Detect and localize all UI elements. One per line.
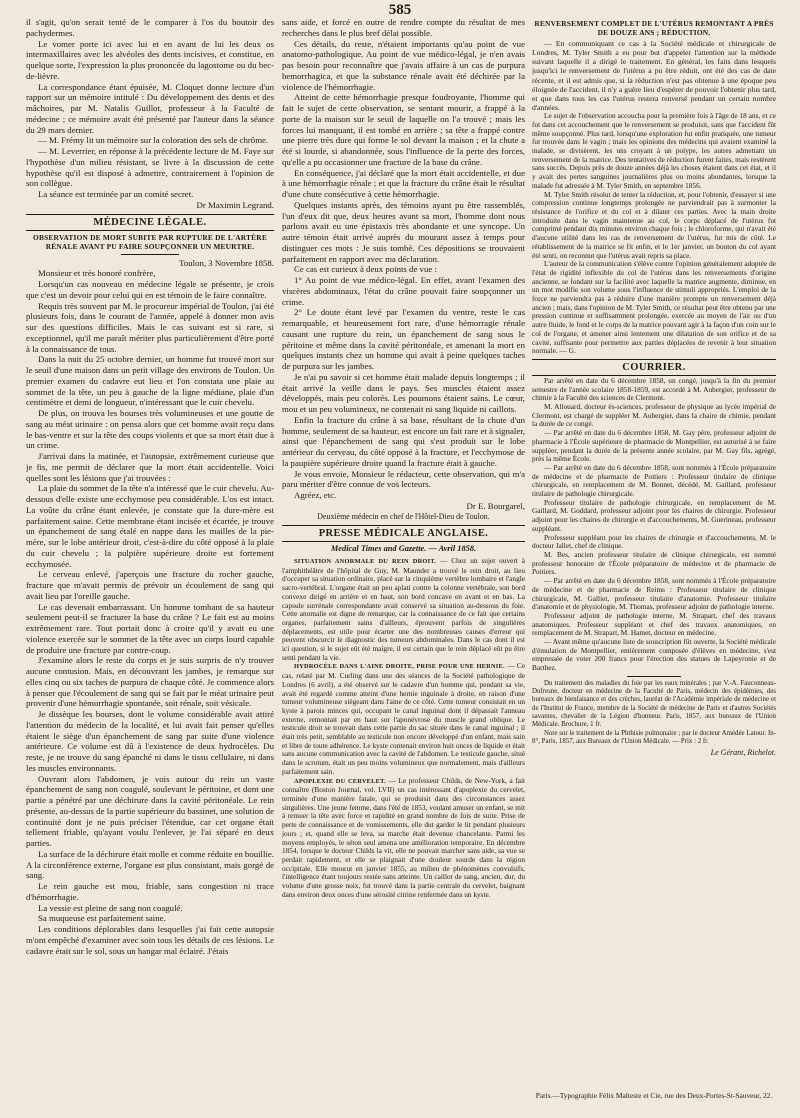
paragraph: — Par arrêté en date du 6 décembre 1858, sont nommés à l'École préparatoire de médecine et de pharmacie de Poitiers : Professeur titulaire de clinique chirurgicale, en remplacement de M. Bonnet, décédé, M. Gaillard, professeur titulaire de pathologie chirurgicale. (532, 462, 776, 499)
paragraph: De plus, on trouva les bourses très volumineuses et une goutte de sang au méat urinaire : on pensa alors que cet homme avait reçu dans le bas-ventre et sur la tête des coups violents et que sa mort était due à un crime. (26, 408, 274, 451)
paragraph: Dans la nuit du 25 octobre dernier, un homme fut trouvé mort sur le seuil d'une maison dans un petit village des environs de Toulon. Un premier examen du cadavre eut lieu et l'on constata une plaie au sommet de la tête, un peu à gauche de la ligne médiane, plaie d'un centimètre et demi de longueur, n'intéressant que le cuir chevelu. (26, 354, 274, 408)
paragraph: Atteint de cette hémorrhagie presque foudroyante, l'homme qui fait le sujet de cette observation, se sentant mourir, a frappé à la porte de la maison sur le seuil de laquelle on l'a trouvé ; mais les forces lui manquant, il est tombé en arrière ; sa tête a frappé contre une pierre très dure qui forme le sol devant la maison ; et la chute a été si lourde, si abandonnée, sous l'influence de la perte des forces, qu'elle a pu occasionner une fracture de la base du crâne. (282, 92, 525, 167)
divider (627, 676, 681, 677)
paragraph: 2° Le doute étant levé par l'examen du ventre, reste le cas remarquable, et heureusement fort rare, d'une hémorragie rénale causant une rupture du rein, un épanchement de sang sous le péritoine et même dans la cavité péritonéale, et amenant la mort en quelques instants chez un homme qui avait à peine quelques taches de purpura sur les jambes. (282, 307, 525, 371)
paragraph: M. Allouard, docteur ès-sciences, professeur de physique au lycée impérial de Clermont, est chargé de suppléer M. Aubergier, dans la chaire de chimie, pendant la durée de ce congé. (532, 402, 776, 429)
paragraph: Je n'ai pu savoir si cet homme était malade depuis longtemps ; il était arrivé la veille dans le pays. Ses muscles étaient assez développés, mais peu colorés. Les poumons étaient sains. Le cœur, mou et un peu volumineux, ne contenait ni sang liquide ni caillots. (282, 371, 525, 414)
paragraph: Quelques instants après, des témoins ayant pu être rassemblés, l'un d'eux dit que, deux heures avant sa mort, l'homme dont nous parlons avait eu une épistaxis très abondante et une syncope. Un autre témoin était arrivé auprès du mourant assez à temps pour distinguer ces mots : Je suis tombé. Ces dépositions se trouvaient parfaitement en rapport avec ma déclaration. (282, 199, 525, 264)
paragraph: En conséquence, j'ai déclaré que la mort était accidentelle, et due à une hémorrhagie rénale ; et que la fracture du crâne était le résultat d'une chute consécutive à cette hémorrhagie. (282, 167, 525, 199)
paragraph: Professeur suppléant pour les chaires de chirurgie et d'accouchements, M. le docteur Jallet, chef de clinique. (532, 532, 776, 551)
paragraph: L'auteur de la communication s'élève contre l'opinion généralement adoptée de l'état de rigidité inflexible du col de l'utérus dans les renversements d'origine ancienne, se fondant sur la facilité avec laquelle la matrice augmente, diminue, en un mot modifie son volume sous l'influence de stimuli appropriés. L'emploi de la force ne parviendra pas à réduire d'une manière prompte un renversement déjà ancien ; mais, dans l'opinion de M. Tyler Smith, ce résultat peut être obtenu par une pression continue et suffisamment prolongée, exercée au moyen de l'air ou d'un autre fluide, le fond et le corps de la matrice pouvant agir à la façon d'un coin sur le col de l'organe, et amener ainsi lentement une dilatation de son orifice et de sa cavité, suffisante pour permettre aux parties déplacées de revenir à leur situation normale. — G. (532, 259, 776, 356)
subhead: SITUATION ANORMALE DU REIN DROIT. (294, 558, 437, 565)
signature: Dr Maximin Legrand. (196, 199, 274, 210)
paragraph: Monsieur et très honoré confrère, (38, 268, 156, 279)
paragraph: Ce cas est curieux à deux points de vue : (294, 264, 437, 275)
paragraph (282, 777, 525, 900)
paragraph: — M. Leverrier, en réponse à la précédente lecture de M. Faye sur l'hypothèse d'un milieu résistant, se livre à la discussion de cette hypothèse qu'il est disposé à admettre, contrairement à l'opinion de son collègue. (26, 146, 274, 189)
paragraph: — Par arrêté en date du 6 décembre 1858, sont nommés à l'École préparatoire de médecine et de pharmacie de Reims : Professeur titulaire de clinique chirurgicale, M. Galliet, professeur titulaire d'anatomie. Professeur titulaire d'anatomie et de physiologie, M. Thomas, professeur adjoint de pathologie interne. (532, 576, 776, 612)
paragraph: La correspondance étant épuisée, M. Cloquet donne lecture d'un rapport sur un mémoire intitulé : Du développement des dents et des mâchoires, par M. Natalis Guillot, professeur à la Faculté de médecine ; ce mémoire avait été présenté par l'auteur dans la séance du 29 mars dernier. (26, 81, 274, 135)
paragraph: Le cerveau enlevé, j'aperçois une fracture du rocher gauche, fracture que m'avait permis de prévoir un écoulement de sang qui avait lieu par l'oreille gauche. (26, 569, 274, 601)
section-title-presse-anglaise: PRESSE MÉDICALE ANGLAISE. (282, 525, 525, 542)
paragraph: J'examine alors le reste du corps et je suis surpris de n'y trouver aucune contusion. Mais, en découvrant les jambes, je remarque sur elles cinq ou six taches de purpura de chaque côté. Je commence alors à penser que l'écoulement de sang qui se fait par le méat urinaire peut provenir d'une hémorrhagie spontanée, soit rénale, soit vésicale. (26, 655, 274, 709)
paragraph: Le sujet de l'observation accoucha pour la première fois à l'âge de 18 ans, et ce fut dans cet accouchement que le renversement se produisit, sans que l'accident fût même soupçonné. Plus tard, lorsqu'une exploration fut enfin pratiquée, une tumeur fut trouvée dans le vagin ; mais les opinions des médecins qui avaient examiné la malade, se divisèrent, les uns croyant à un polype, les autres admettant un renversement de la matrice. Des tentatives de réduction furent faites, mais restèrent sans succès. Depuis près de douze années déjà les choses étaient dans cet état, et il y avait des pertes sanguines journalières plus ou moins abondantes, lorsque la malade fut adressée à M. Tyler Smith, en septembre 1856. (532, 111, 776, 190)
paragraph: Sa muqueuse est parfaitement saine. (38, 913, 166, 924)
paragraph: M. Bes, ancien professeur titulaire de clinique chirurgicale, est nommé professeur honoraire de l'École préparatoire de médecine et de pharmacie de Poitiers. (532, 550, 776, 577)
section-title-courrier: COURRIER. (532, 359, 776, 376)
paragraph-text: — Ce cas, relaté par M. Curling dans une des séances de la Société pathologique de Londres (6 avril), a été observé sur le cadavre d'un homme qui, pendant sa vie, avait été regardé comme atteint d'une hernie inguinale à droite, en raison d'une tumeur volumineuse siégeant dans l'aine de ce côté. Cette tumeur consistait en un kyste à parois minces qui, occupant le canal inguinal dont il dépassait l'anneau externe, remontait par en haut sur l'aponévrose du muscle grand oblique. Le testicule droit se trouvait dans cette partie du sac située dans le canal inguinal ; il était très petit, semblable au testicule non encore développé d'un enfant, mais sain et libre de toute adhérence. Le kyste contenait environ huit onces de liquide et était sans aucune communication avec la cavité de l'abdomen. Le testicule gauche, situé dans le scrotum, était un peu moins volumineux que normalement, mais d'ailleurs parfaitement sain. (282, 661, 525, 776)
paragraph: Par arrêté en date du 6 décembre 1858, un congé, jusqu'à la fin du premier semestre de l'année scolaire 1858-1859, est accordé à M. Aubergier, professeur de chimie à la Faculté des sciences de Clermont. (532, 375, 776, 403)
paragraph-text: — Le professeur Childs, de New-York, a fait connaître (Boston Journal, vol. LVII) un cas intéressant d'apoplexie du cervelet, terminée d'une manière fatale, qui se produisit dans des circonstances assez singulières. Une jeune femme, dans l'été de 1853, voulant amuser un enfant, se mit à remuer la tête avec force et rapidité en grand nombre de fois de suite. Prise de perte de connaissance et de vomissements, elle dut garder le lit pendant plusieurs jours ; et, quand elle se leva, sa marche était devenue chancelante. Parmi les moyens employés, le séton seul amena une amélioration temporaire. En décembre 1854, lorsque le docteur Childs la vit, elle ne pouvait marcher sans aide, sa vue se perdait rapidement, et elle se plaignait d'une douleur sourde dans la région occipitale. Elle mourut en janvier 1855, au milieu de phénomènes convulsifs, l'intelligence étant toujours restée sans atteinte. Un caillot de sang, ancien, dur, du volume d'une grosse noix, fut trouvé dans la partie centrale du cervelet, baignant dans environ deux onces d'une sérosité citrine renfermée dans un kyste. (282, 775, 525, 899)
paragraph-text: — Chez un sujet ouvert à l'amphithéâtre de l'hôpital de Guy, M. Maunder a trouvé le rein droit, au lieu d'occuper sa situation ordinaire, placé sur la cinquième vertèbre lombaire et l'angle sacro-vertébral. L'organe était un peu aplati contre la colonne vertébrale, son bord convexe dirigé en arrière et en haut, son bord concave en avant et en bas. La capsule surrénale correspondante avait conservé sa situation au-dessous du foie. Cette anomalie est digne de remarque, car la connaissance de ce fait que certains organes, parfaitement sains d'ailleurs, éprouvent parfois de singulières déplacements, est utile pour écarter une des nombreuses causes d'erreur qui peuvent obscurcir le diagnostic des tumeurs abdominales. Dans le cas dont il est ici question, si le sujet eût été maigre, il est certain que le rein déplacé eût pu être senti pendant la vie. (282, 556, 525, 662)
paragraph: Ces détails, du reste, n'étaient importants qu'au point de vue anatomo-pathologique. Au point de vue médico-légal, je n'en avais pas besoin pour reconnaître que j'avais affaire à un cas de purpura hemorrhagica, et que la substance rénale avait été déchirée par la violence de l'hémorrhagie. (282, 38, 525, 92)
paragraph: Agréez, etc. (294, 490, 337, 500)
paragraph: — Avant même qu'aucune liste de souscription fût ouverte, la Société médicale d'émulation de Montpellier, entièrement composée d'élèves en médecine, s'est empressée de voter 200 francs pour l'érection des statues de Lapeyronie et de Barthez. (532, 637, 776, 673)
paragraph: — M. Frémy lit un mémoire sur la coloration des sels de chrôme. (38, 135, 269, 146)
paragraph: Professeur adjoint de pathologie interne, M. Strapart, chef des travaux anatomiques. Professeur suppléant et chef des travaux anatomiques, en remplacement de M. Strapart, M. Hamet, docteur en médecine. (532, 610, 776, 638)
paragraph: 1° Au point de vue médico-légal. En effet, avant l'examen des viscères abdominaux, l'état du crâne pouvait faire soupçonner un crime. (282, 275, 525, 307)
paragraph: sans aide, et forcé en outre de rendre compte du résultat de mes recherches dans le plus bref délai possible. (282, 17, 525, 38)
paragraph: Requis très souvent par M. le procureur impérial de Toulon, j'ai été plusieurs fois, dans le courant de l'année, appelé à donner mon avis sur des questions difficiles. Mais le cas suivant est si rare, si exceptionnel, qu'il me paraît mériter plus particulièrement d'être porté à la connaissance de tous. (26, 300, 274, 354)
subhead: HYDROCÈLE DANS L'AINE DROITE, PRISE POUR UNE HERNIE. (294, 663, 505, 671)
book-notice: Du traitement des maladies du foie par les eaux minérales ; par V.-A. Fauconneau-Dufresne, docteur en médecine de la Faculté de Paris, médecin des épidémies, des bureaux de bienfaisance et des crèches, lauréat de l'Académie impériale de médecine et de l'Institut de France, membre de la Société de médecine de Paris et d'autres Sociétés savantes, chevalier de la Légion d'honneur. Paris, 1857, aux bureaux de l'Union Médicale. Brochure, 1 fr. (532, 679, 776, 729)
paragraph: La surface de la déchirure était molle et comme réduite en bouillie. A la circonférence externe, l'organe est plus consistant, mais gorgé de sang. (26, 848, 274, 881)
paragraph: La séance est terminée par un comité secret. (38, 189, 194, 199)
paragraph: Les conditions déplorables dans lesquelles j'ai fait cette autopsie m'ont empêché d'examiner avec soin tous les détails de ces lésions. Le cadavre était sur le sol, sous un hangar mal éclairé. J'étais (26, 924, 274, 956)
paragraph: Je vous envoie, Monsieur le rédacteur, cette observation, qui m'a paru mériter d'être connue de vos lecteurs. (282, 468, 525, 490)
paragraph: J'arrivai dans la matinée, et l'autopsie, extrêmement curieuse que je fis, me permit de déclarer que la mort était accidentelle. Voici quelles sont les lésions que j'ai trouvées : (26, 451, 274, 483)
paragraph: M. Tyler Smith résolut de tenter la réduction, et, pour l'obtenir, d'essayer si une compression continue longtemps prolongée ne parviendrait pas à surmonter la résistance de l'orifice et du col et à dilater ces parties. Avec la main droite introduite dans le vagin maintenue au col, le corps déplacé de l'utérus fut comprimé pendant dix minutes environ chaque fois ; le chloroforme, qui n'avait été d'aucune utilité dans les cas de renversement de l'utérus, fut mis de côté. Le rétablissement de la matrice se fit enfin, et le 1er janvier, un bouton du col ayant été senti, on reconnut que l'utérus avait repris sa place. (532, 189, 776, 260)
paragraph: Le vomer porte ici avec lui et en avant de lui les deux os intermaxillaires avec les alvéoles des dents incisives, et constitue, en quelque sorte, l'expression la plus prononcée du lagostome ou du bec-de-lièvre. (26, 38, 274, 81)
paragraph (282, 557, 525, 662)
paragraph: Le rein gauche est mou, friable, sans congestion ni trace d'hémorrhagie. (26, 881, 274, 902)
divider (121, 254, 179, 255)
column-left (26, 17, 274, 1103)
subhead: APOPLEXIE DU CERVELET. (294, 777, 386, 785)
paragraph: Ouvrant alors l'abdomen, je vois autour du rein un vaste épanchement de sang non coagulé, soulevant le péritoine, et dont une partie a pénétré par une déchirure dans la cavité péritonéale. Le rein présente, au-dessus de la partie supérieure du bassinet, une solution de continuité dont je ne puis préciser l'étendue, car cet organe était tellement friable, qu'ayant voulu l'enlever, je l'ai séparé en deux parties. (26, 773, 274, 848)
paragraph: La vessie est pleine de sang non coagulé. (38, 902, 183, 913)
column-right (532, 17, 776, 1087)
source-heading: Medical Times and Gazette. — Avril 1858. (330, 544, 477, 554)
paragraph: — Par arrêté en date du 6 décembre 1858, M. Gay père, professeur adjoint de pharmacie à l'École supérieure de pharmacie de Montpellier, est autorisé à se faire suppléer, pendant la durée de la présente année scolaire, par M. Gay fils, agrégé, près la même École. (532, 428, 776, 464)
signature: Dr E. Bourgarel, (466, 500, 525, 511)
paragraph: Le cas devenait embarrassant. Un homme tombant de sa hauteur seulement peut-il se fracturer la base du crâne ? Le fait est au moins extrêmement rare. Tout portait donc à croire qu'il y avait eu une violence exercée sur le sommet de la tête avec un corps lourd capable de produire une fracture par contre-coup. (26, 601, 274, 655)
dateline: Toulon, 3 Novembre 1858. (179, 257, 274, 268)
section-title-medecine-legale: MÉDECINE LÉGALE. (26, 214, 274, 231)
paragraph: il s'agit, qu'on serait tenté de le comparer à l'os du boutoir des pachydermes. (26, 17, 274, 38)
manager-signature: Le Gérant, Richelot. (710, 748, 776, 758)
paragraph: Enfin la fracture du crâne à sa base, résultant de la chute d'un homme, seulement de sa hauteur, est encore un fait rare et à signaler, ainsi que l'épanchement de sang qui s'est produit sur le lobe antérieur du cerveau, du côté opposé à la fracture, et l'ecchymose de la paupière supérieure droite quand la fracture était à gauche. (282, 414, 525, 468)
page-number: 585 (388, 2, 412, 18)
article-heading: OBSERVATION DE MORT SUBITE PAR RUPTURE DE L'ARTÈRE RÉNALE AVANT PU FAIRE SOUPÇONNER UN MEURTRE. (33, 232, 267, 251)
printer-imprint: Paris.—Typographie Félix Malteste et Cie, rue des Deux-Portes-St-Sauveur, 22. (535, 1091, 773, 1100)
paragraph: La plaie du sommet de la tête n'a intéressé que le cuir chevelu. Au-dessous d'elle existe une ecchymose peu considérable. L'os est intact. La voûte du crâne étant enlevée, je constate que la dure-mère est parfaitement saine. Cette membrane étant incisée et écartée, je trouve un épanchement de sang étalé en nappe dans les mailles de la pie-mère, sur le lobe antérieur droit, c'est-à-dire du côté opposé à la plaie du cuir chevelu ; la pulpière supérieure droite est fortement ecchymosée. (26, 483, 274, 569)
book-notice: Note sur le traitement de la Phthisie pulmonaire ; par le docteur Amédée Latour. In-8°, Paris, 1857, aux Bureaux de l'Union Médicale. — Prix : 2 fr. (532, 729, 776, 745)
signature-title: Deuxième médecin en chef de l'Hôtel-Dieu de Toulon. (317, 511, 490, 521)
paragraph (282, 662, 525, 776)
paragraph: — En communiquant ce cas à la Société médicale et chirurgicale de Londres, M. Tyler Smith a eu pour but d'appeler l'attention sur la méthode suivant laquelle il a dirigé le traitement. En général, les faits dans lesquels jusqu'ici le renversement de l'utérus a pu être réduit, ont été des cas de date récente, et il est admis que, si la réduction n'est pas obtenue à une époque peu éloignée de l'accident, il n'y a guère lieu d'espérer de pouvoir l'obtenir plus tard, et que dans tous les cas l'utérus restera renversé pendant un certain nombre d'années. (532, 39, 776, 113)
article-heading: RENVERSEMENT COMPLET DE L'UTÉRUS REMONTANT A PRÈS DE DOUZE ANS ; RÉDUCTION. (534, 19, 774, 37)
paragraph: Je dissèque les bourses, dont le volume considérable avait attiré l'attention du médecin de la localité, et lui avait fait penser qu'elles étaient le siège d'un épanchement de sang par suite d'une violence antérieure. Ce volume est dû à l'existence de deux hydrocèles. Du reste, je ne trouve du sang épanché ni dans le tissu cellulaire, ni dans les muscles environnants. (26, 709, 274, 773)
column-middle (282, 17, 525, 1103)
paragraph: Lorsqu'un cas nouveau en médecine légale se présente, je crois que c'est un devoir pour celui qui en est témoin de le faire connaître. (26, 279, 274, 300)
paragraph: Professeur titulaire de pathologie chirurgicale, en remplacement de M. Gaillard, M. Goddard, professeur adjoint pour les chaires de chirurgie. Professeur adjoint pour les chaires de chirurgie et d'accouchements, M. Guerineau, professeur suppléant. (532, 497, 776, 533)
